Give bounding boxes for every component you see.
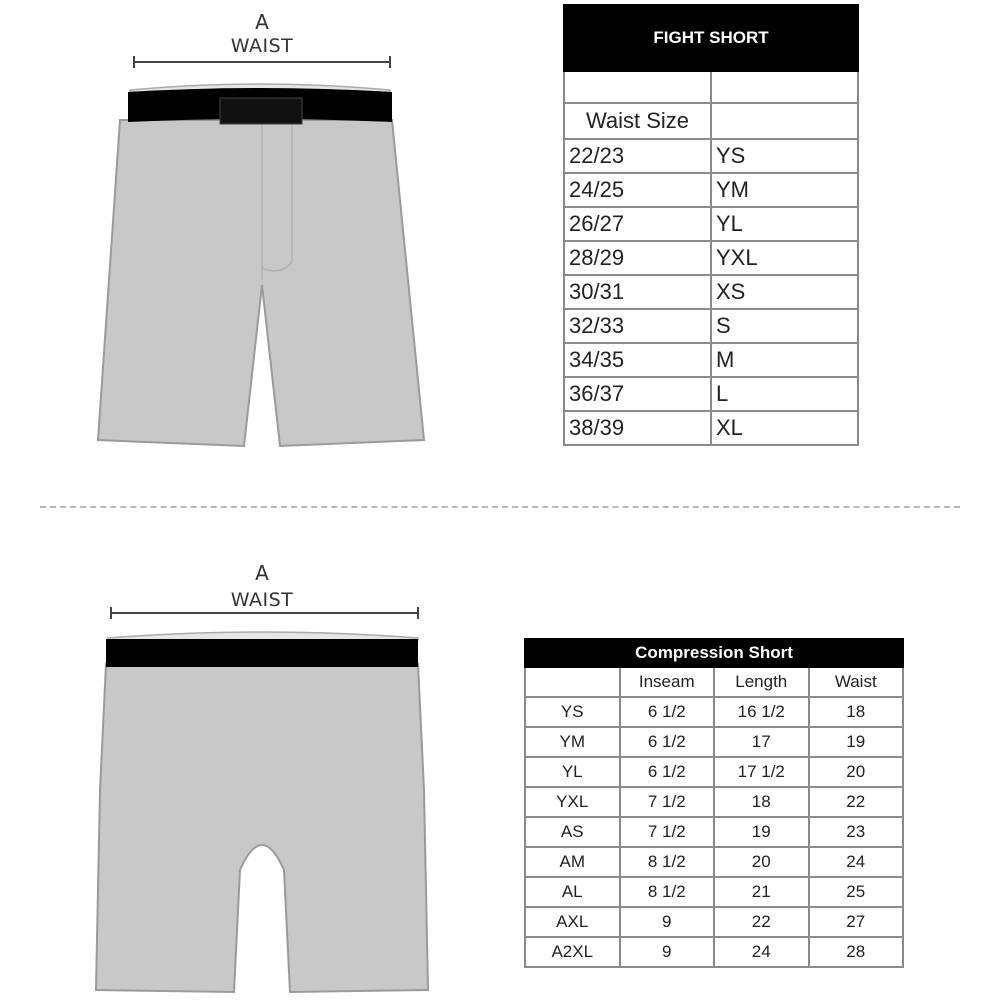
compression-inseam-cell: 6 1/2: [620, 757, 715, 787]
fight-size-cell: YM: [711, 173, 858, 207]
compression-inseam-cell: 8 1/2: [620, 847, 715, 877]
fight-measure-word: WAIST: [230, 35, 294, 57]
compression-inseam-cell: 7 1/2: [620, 787, 715, 817]
compression-header-size: [525, 667, 620, 697]
compression-inseam-cell: 7 1/2: [620, 817, 715, 847]
compression-short-illustration: [0, 500, 500, 1000]
fight-size-cell: XS: [711, 275, 858, 309]
fight-measure-letter: A: [255, 10, 269, 34]
compression-length-cell: 18: [714, 787, 809, 817]
fight-table-row: [564, 139, 858, 173]
compression-length-cell: 17: [714, 727, 809, 757]
fight-size-cell: L: [711, 377, 858, 411]
fight-waist-cell: 26/27: [564, 207, 711, 241]
compression-length-cell: 21: [714, 877, 809, 907]
compression-table-row: [525, 937, 903, 967]
compression-waist-measure-line: [111, 607, 418, 619]
compression-table-row: [525, 907, 903, 937]
fight-waist-cell: 28/29: [564, 241, 711, 275]
compression-header-inseam: Inseam: [620, 667, 715, 697]
compression-length-cell: 24: [714, 937, 809, 967]
compression-table-row: [525, 787, 903, 817]
compression-size-cell: AXL: [525, 907, 620, 937]
fight-waistband-panel: [220, 98, 302, 124]
fight-table-row: [564, 377, 858, 411]
compression-waistband-top: [108, 632, 418, 640]
fight-waist-cell: 36/37: [564, 377, 711, 411]
fight-waist-cell: 22/23: [564, 139, 711, 173]
compression-length-cell: 22: [714, 907, 809, 937]
fight-table-row: [564, 207, 858, 241]
compression-table-row: [525, 727, 903, 757]
fight-waist-cell: 30/31: [564, 275, 711, 309]
compression-waist-cell: 25: [809, 877, 904, 907]
compression-size-cell: YL: [525, 757, 620, 787]
compression-waist-cell: 27: [809, 907, 904, 937]
fight-size-cell: XL: [711, 411, 858, 445]
compression-table-row: [525, 877, 903, 907]
compression-table-header-row: [525, 667, 903, 697]
compression-inseam-cell: 6 1/2: [620, 727, 715, 757]
fight-size-cell: M: [711, 343, 858, 377]
compression-size-cell: YM: [525, 727, 620, 757]
fight-table-title: FIGHT SHORT: [564, 5, 858, 71]
fight-short-body: [98, 120, 424, 446]
compression-length-cell: 19: [714, 817, 809, 847]
compression-length-cell: 20: [714, 847, 809, 877]
compression-waist-cell: 22: [809, 787, 904, 817]
compression-measure-word: WAIST: [230, 589, 294, 611]
compression-waistband: [106, 639, 418, 667]
compression-table-row: [525, 757, 903, 787]
compression-short-size-table: [524, 638, 904, 968]
compression-table-row: [525, 697, 903, 727]
compression-header-waist: Waist: [809, 667, 904, 697]
fight-size-cell: YL: [711, 207, 858, 241]
compression-table-title: Compression Short: [525, 639, 903, 667]
fight-size-cell: YXL: [711, 241, 858, 275]
compression-waist-cell: 23: [809, 817, 904, 847]
compression-header-length: Length: [714, 667, 809, 697]
compression-inseam-cell: 9: [620, 937, 715, 967]
compression-inseam-cell: 8 1/2: [620, 877, 715, 907]
fight-table-row: [564, 411, 858, 445]
fight-table-header: Waist Size: [564, 103, 711, 139]
compression-measure-letter: A: [255, 561, 269, 585]
fight-waist-cell: 32/33: [564, 309, 711, 343]
fight-waist-cell: 34/35: [564, 343, 711, 377]
fight-table-blank-row: [564, 71, 858, 103]
fight-waist-cell: 38/39: [564, 411, 711, 445]
compression-table-row: [525, 817, 903, 847]
compression-table-row: [525, 847, 903, 877]
compression-waist-cell: 20: [809, 757, 904, 787]
compression-waist-cell: 24: [809, 847, 904, 877]
compression-length-cell: 16 1/2: [714, 697, 809, 727]
compression-size-cell: YS: [525, 697, 620, 727]
fight-short-illustration: [0, 0, 500, 500]
fight-table-row: [564, 343, 858, 377]
fight-size-cell: S: [711, 309, 858, 343]
compression-waist-cell: 28: [809, 937, 904, 967]
compression-size-cell: AS: [525, 817, 620, 847]
fight-table-row: [564, 173, 858, 207]
fight-table-row: [564, 309, 858, 343]
fight-waist-cell: 24/25: [564, 173, 711, 207]
compression-size-cell: YXL: [525, 787, 620, 817]
compression-waist-cell: 18: [809, 697, 904, 727]
compression-size-cell: AL: [525, 877, 620, 907]
compression-length-cell: 17 1/2: [714, 757, 809, 787]
compression-size-cell: A2XL: [525, 937, 620, 967]
compression-waist-cell: 19: [809, 727, 904, 757]
fight-table-header-row: [564, 103, 858, 139]
compression-short-body: [96, 664, 428, 992]
fight-table-row: [564, 241, 858, 275]
compression-inseam-cell: 9: [620, 907, 715, 937]
fight-short-size-table: [563, 4, 859, 446]
fight-table-row: [564, 275, 858, 309]
compression-size-cell: AM: [525, 847, 620, 877]
compression-inseam-cell: 6 1/2: [620, 697, 715, 727]
fight-waist-measure-line: [134, 56, 390, 68]
fight-size-cell: YS: [711, 139, 858, 173]
